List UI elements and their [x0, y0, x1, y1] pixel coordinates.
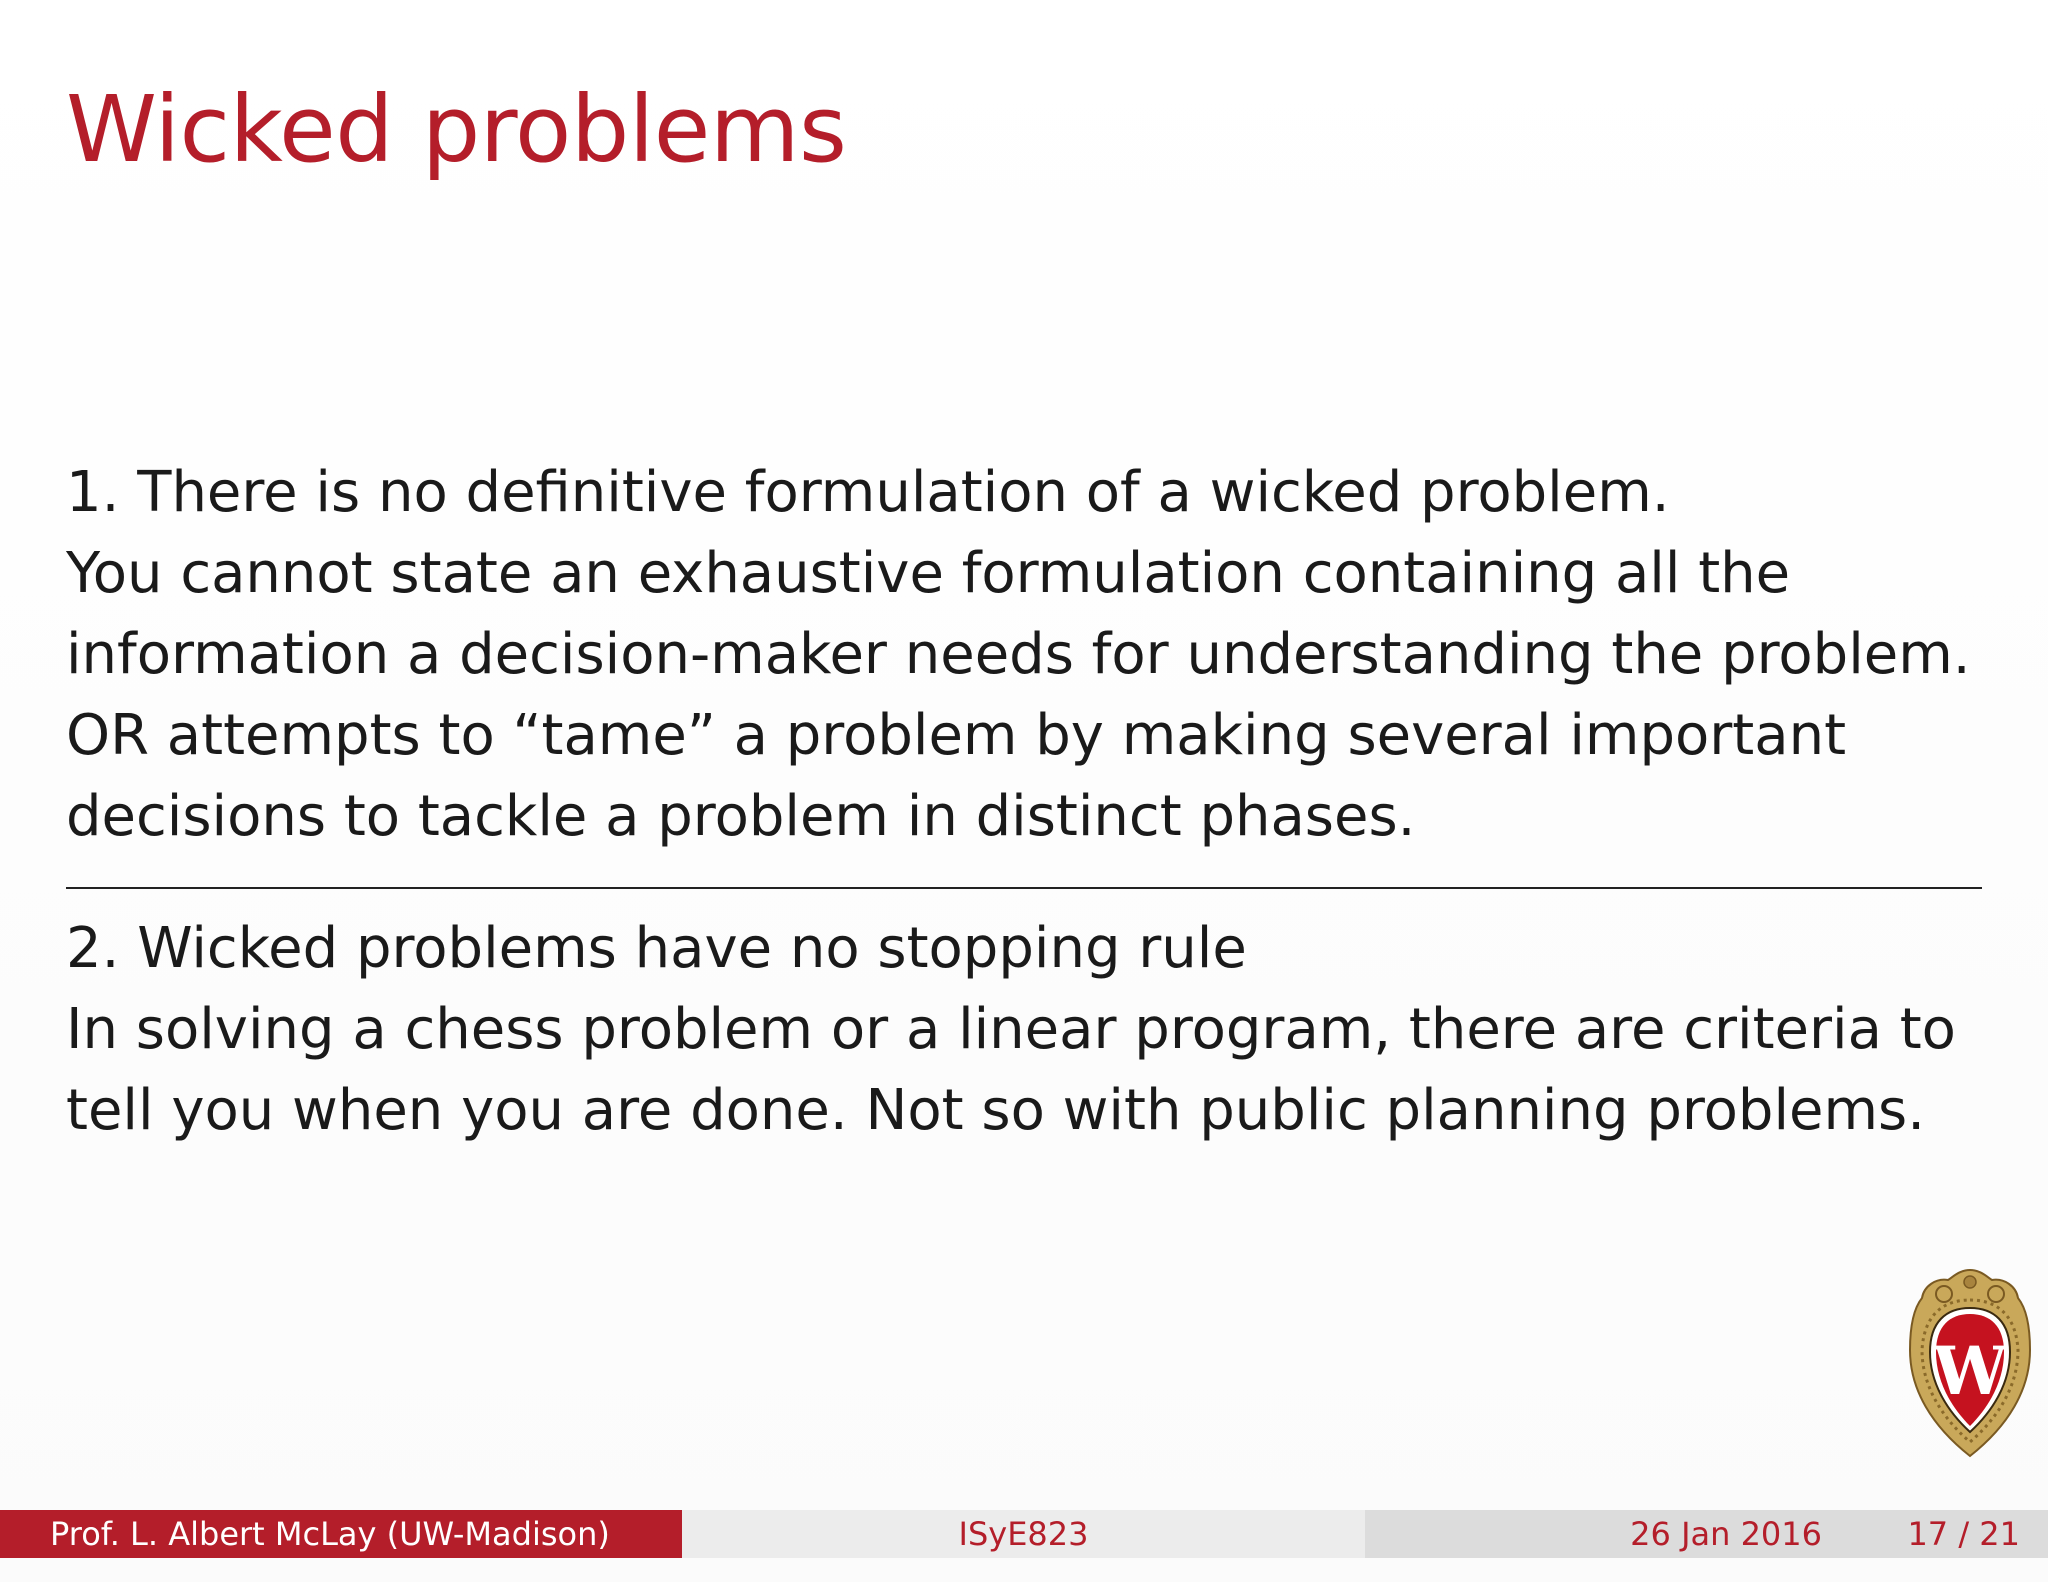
- slide-title: Wicked problems: [66, 76, 847, 183]
- point-1-line: information a decision-maker needs for understanding the problem.: [66, 622, 1971, 687]
- footer-course: ISyE823: [682, 1510, 1365, 1558]
- point-2-line: 2. Wicked problems have no stopping rule: [66, 916, 1247, 981]
- point-1-line: decisions to tackle a problem in distinct phases.: [66, 784, 1416, 849]
- point-1-block: [66, 452, 1971, 857]
- point-1-line: OR attempts to “tame” a problem by making several important: [66, 703, 1847, 768]
- footer-page-number: 17 / 21: [1907, 1515, 2020, 1553]
- footer-info: [1365, 1510, 2048, 1558]
- point-2-block: [66, 908, 1956, 1151]
- uw-crest-icon: [1908, 1266, 2032, 1460]
- point-1-line: 1. There is no definitive formulation of a wicked problem.: [66, 460, 1670, 525]
- divider-line: [66, 887, 1982, 889]
- footer-author: Prof. L. Albert McLay (UW-Madison): [0, 1510, 682, 1558]
- point-1-line: You cannot state an exhaustive formulation containing all the: [66, 541, 1791, 606]
- footer-bar: [0, 1510, 2048, 1558]
- point-2-line: In solving a chess problem or a linear program, there are criteria to: [66, 997, 1956, 1062]
- svg-text:W: W: [1932, 1332, 2008, 1410]
- point-2-line: tell you when you are done. Not so with public planning problems.: [66, 1078, 1926, 1143]
- footer-date: 26 Jan 2016: [1630, 1515, 1822, 1553]
